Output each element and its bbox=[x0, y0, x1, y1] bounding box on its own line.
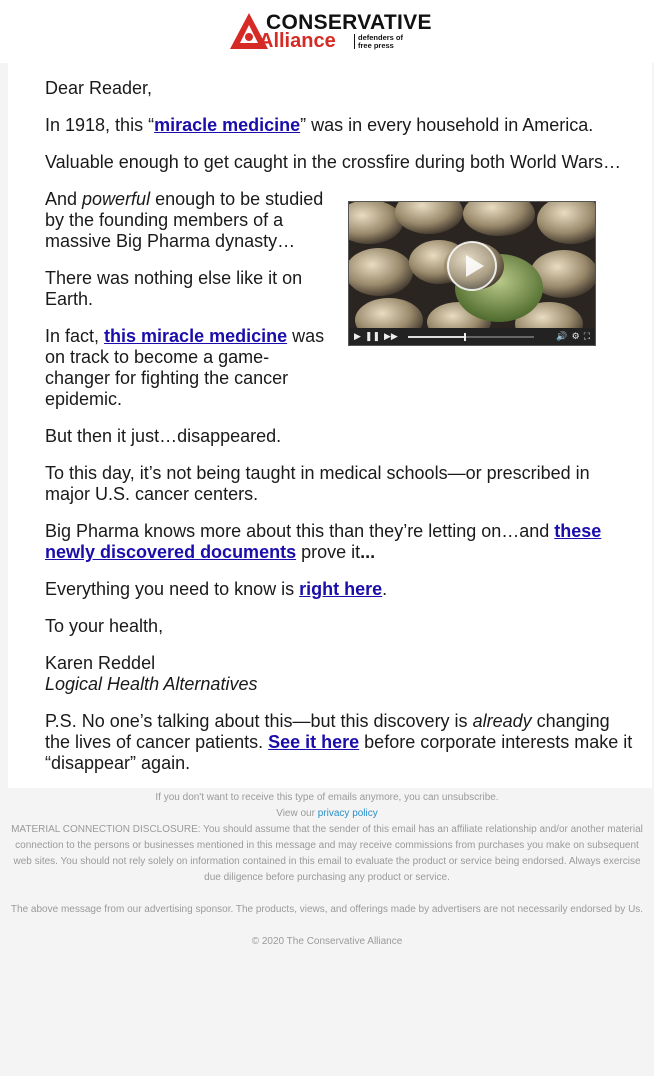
paragraph-5: In fact, this miracle medicine was on track to become a game-changer for fighting the cancer epidemic. bbox=[45, 326, 325, 409]
pause-icon[interactable]: ❚❚ bbox=[364, 331, 381, 341]
signature-name: Karen Reddel bbox=[45, 653, 156, 673]
unsubscribe-text[interactable]: If you don't want to receive this type of emails anymore, you can unsubscribe. bbox=[155, 792, 499, 803]
email-footer bbox=[0, 790, 654, 950]
video-progress-handle[interactable] bbox=[464, 333, 466, 341]
sponsor-note: The above message from our advertising sponsor. The products, views, and offerings made by advertisers are not necessarily endorsed by Us. bbox=[10, 904, 644, 915]
video-progress-bar[interactable] bbox=[408, 336, 535, 338]
play-icon[interactable]: ▶ bbox=[354, 331, 361, 341]
greeting: Dear Reader, bbox=[45, 78, 153, 98]
right-here-link[interactable]: right here bbox=[299, 579, 383, 599]
letter-content bbox=[45, 78, 635, 790]
miracle-medicine-link[interactable]: miracle medicine bbox=[154, 115, 301, 135]
signature-org: Logical Health Alternatives bbox=[45, 674, 258, 694]
video-controls bbox=[349, 328, 595, 345]
paragraph-2: Valuable enough to get caught in the crossfire during both World Wars… bbox=[45, 152, 621, 172]
material-disclosure: MATERIAL CONNECTION DISCLOSURE: You should assume that the sender of this email has an affiliate relationship and/or another material connection to the persons or businesses mentioned in this message and may receive commissions from purchases you make on subsequent web sites. You should not rely solely on information contained in this email to evaluate the product or service being endorsed. Always exercise due diligence before purchasing any product or service. bbox=[11, 824, 643, 883]
email-body-card bbox=[8, 63, 652, 788]
see-it-here-link[interactable]: See it here bbox=[268, 732, 360, 752]
brand-word-alliance: Alliance bbox=[259, 30, 336, 52]
brand-word-conservative: CONSERVATIVE bbox=[266, 11, 432, 34]
paragraph-8: Big Pharma knows more about this than they’re letting on…and these newly discovered documents prove it... bbox=[45, 521, 602, 562]
privacy-policy-link[interactable]: privacy policy bbox=[317, 808, 378, 819]
fullscreen-icon[interactable]: ⛶ bbox=[583, 331, 590, 341]
brand-tagline: defenders of free press bbox=[354, 34, 434, 49]
play-icon[interactable] bbox=[446, 240, 498, 292]
privacy-line: View our privacy policy bbox=[276, 808, 378, 819]
paragraph-4: There was nothing else like it on Earth. bbox=[45, 268, 303, 309]
paragraph-6: But then it just…disappeared. bbox=[45, 426, 282, 446]
paragraph-3: And powerful enough to be studied by the founding members of a massive Big Pharma dynasty… bbox=[45, 189, 324, 251]
postscript: P.S. No one’s talking about this—but this discovery is already changing the lives of cancer patients. See it here before corporate interests make it “disappear” again. bbox=[45, 711, 633, 773]
this-miracle-medicine-link[interactable]: this miracle medicine bbox=[104, 326, 288, 346]
brand-logo[interactable] bbox=[229, 12, 432, 52]
closing: To your health, bbox=[45, 616, 164, 636]
paragraph-9: Everything you need to know is right here. bbox=[45, 579, 388, 599]
skip-icon[interactable]: ▶▶ bbox=[384, 331, 398, 341]
video-thumbnail[interactable] bbox=[348, 201, 596, 346]
email-header bbox=[0, 0, 654, 63]
copyright: © 2020 The Conservative Alliance bbox=[251, 936, 403, 947]
video-progress-fill bbox=[408, 336, 464, 338]
signature bbox=[45, 653, 635, 695]
paragraph-7: To this day, it’s not being taught in medical schools—or prescribed in major U.S. cancer centers. bbox=[45, 463, 590, 504]
paragraph-1: In 1918, this “miracle medicine” was in every household in America. bbox=[45, 115, 594, 135]
settings-icon[interactable]: ⚙ bbox=[571, 331, 580, 341]
volume-icon[interactable]: 🔊 bbox=[556, 331, 568, 341]
newly-discovered-documents-link[interactable]: these newly discovered documents bbox=[45, 521, 602, 562]
